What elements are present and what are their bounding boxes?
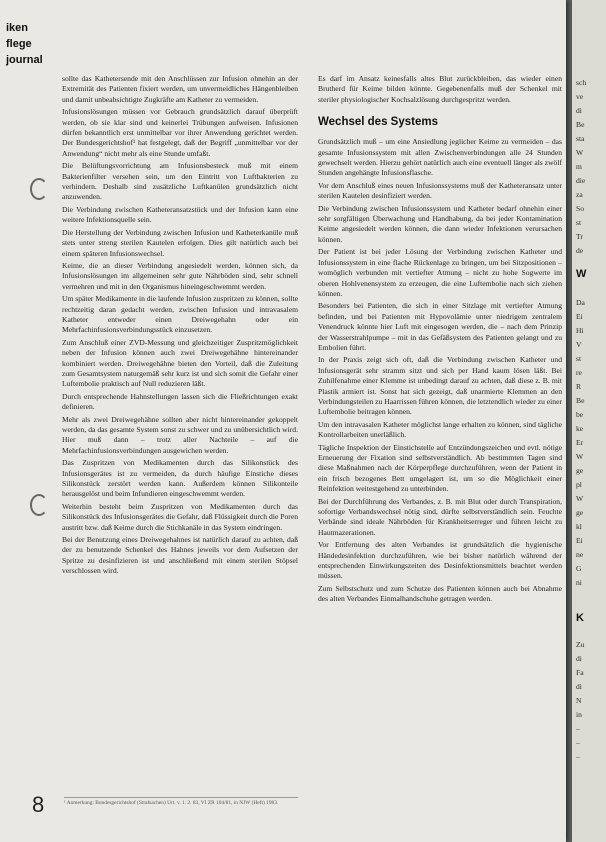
masthead-line: iken [6,22,29,34]
paragraph: Bei der Benutzung eines Dreiwegehahnes ist natürlich darauf zu achten, daß der zu benutzende Schenkel des Hahnes jeweils vor dem Aufsetzen der Spritze zu desinfizieren ist und anschließend mit einem sterilen Stöpsel verschlossen wird. [62,535,298,576]
paragraph: Durch entsprechende Hahnstellungen lassen sich die Fließrichtungen exakt definieren. [62,391,298,412]
cropped-text-fragment: Zu [576,640,585,649]
cropped-text-fragment: W [576,494,584,503]
paragraph: Der Patient ist bei jeder Lösung der Verbindung zwischen Katheter und Infusionssystem in eine flache Rückenlage zu bringen, um bei Sitzpositionen – womöglich verbunden mit vertiefter Atmung – nicht zu hohe Sogwerte im oberen Hohlvenensystem zu erzeugen, die eine Luftembolie nach sich ziehen können. [318,247,562,298]
footnote: ¹ Anmerkung: Bundesgerichtshof (Strafsachen) Urt. v. 1. 2. 83, VI ZR 104/81, in NJW (Heft) 1983. [64,797,298,807]
cropped-text-fragment: sta [576,134,585,143]
paragraph: Bei der Durchführung des Verbandes, z. B. mit Blut oder durch Transpiration, sofortige Verbandswechsel nötig sind, dürfte selbstverständlich sein. Feuchte Verbände sind ideale Nährböden für Krankheitserreger und führen leicht zu Hautmazerationen. [318,496,562,537]
binder-hole-icon [30,494,48,516]
paragraph: Um den intravasalen Katheter möglichst lange erhalten zu können, sind tägliche Kontrollarbeiten unerläßlich. [318,419,562,440]
cropped-text-fragment: Er [576,438,584,447]
paragraph: Das Zuspritzen von Medikamenten durch das Silikonstück des Infusionsgerätes ist zu vermeiden, da durch häufige Einstiche dieses Silikonstück zerstört werden kann. Außerdem können Silikonteile herausgelöst und beim Infundieren eingeschwemmt werden. [62,458,298,499]
cropped-text-fragment: Tr [576,232,583,241]
paragraph: Grundsätzlich muß – um eine Ansiedlung jeglicher Keime zu vermeiden – das gesamte Infusionssystem mit allen Zwischenverbindungen alle 24 Stunden gewechselt werden. Hierzu gehört natürlich auch eine eventuell länger als zwölf Stunden angehängte Infusionsflasche. [318,137,562,178]
paragraph: Zum Anschluß einer ZVD-Messung und gleichzeitiger Zuspritzmöglichkeit neben der Infusion können auch zwei Dreiwegehähne hintereinander kombiniert werden. Dreiwegehähne bieten den Vorteil, daß die Zuleitung zum Gesamtsystem naturgemäß sehr kurz ist und sich somit die Gefahr einer Luftembolie praktisch auf Null reduzieren läßt. [62,337,298,389]
cropped-text-fragment: ke [576,424,584,433]
cropped-text-fragment: ve [576,92,584,101]
cropped-text-fragment: N [576,696,582,705]
masthead-line: flege [6,38,32,50]
cropped-text-fragment: – [576,738,580,747]
cropped-text-fragment: za [576,190,583,199]
cropped-text-fragment: st [576,354,582,363]
paragraph: Vor dem Anschluß eines neuen Infusionssystems muß der Katheteransatz unter sterilen Kautelen desinfiziert werden. [318,180,562,201]
cropped-text-fragment: ge [576,508,584,517]
cropped-text-fragment: kl [576,522,582,531]
paragraph: Tägliche Inspektion der Einstichstelle auf Entzündungszeichen und evtl. nötige Erneuerung der Fixation sind selbstverständlich. Ab bestimmten Tagen sind diese Maßnahmen nach der Körperpflege durchzuführen, wenn der Patient in ein frisch bezogenes Bett umgelagert ist, um so die Möglichkeit einer Reinfektion weitestgehend zu unterbinden. [318,442,562,494]
cropped-text-fragment: Da [576,298,585,307]
cropped-text-fragment: W [576,452,584,461]
next-page-edge [572,0,606,842]
cropped-heading-fragment: W [576,268,587,280]
cropped-heading-fragment: K [576,612,584,624]
masthead-line: journal [6,54,43,66]
paragraph: sollte das Kathetersende mit den Anschlüssen zur Infusion ohnehin an der Extremität des Patienten fixiert werden, um unvermeidliches Hängenbleiben und damit unbeabsichtigte Zugkräfte am Katheter zu vermeiden. [62,74,298,104]
cropped-text-fragment: di [576,654,582,663]
paragraph: Die Herstellung der Verbindung zwischen Infusion und Katheterkanüle muß stets unter streng sterilen Kautelen erfolgen. Dies gilt natürlich auch bei einem späteren Infusionswechsel. [62,227,298,258]
cropped-text-fragment: di [576,106,582,115]
cropped-text-fragment: die [576,176,586,185]
cropped-text-fragment: – [576,752,580,761]
cropped-text-fragment: ni [576,578,582,587]
cropped-text-fragment: Ei [576,536,583,545]
text-column-left [62,74,298,764]
paragraph: Die Verbindung zwischen Infusionssystem und Katheter bedarf ohnehin einer sehr sorgfältigen Überwachung und Handhabung, da bei jeder Kontamination Keime angesiedelt werden können, die dann wieder Infektionen verursachen können. [318,203,562,244]
cropped-text-fragment: ge [576,466,584,475]
paragraph: Besonders bei Patienten, die sich in einer Sitzlage mit vertiefter Atmung befinden, und bei Patienten mit Hypovolämie unter niedrigem zentralem Venendruck könnte hier Luft mit eingesogen werden, die – nach dem Prinzip der Wasserstrahlpumpe – mit in das Gefäßsystem des Patienten gelangt und zu Embolien führt. [318,301,562,352]
cropped-text-fragment: Ei [576,312,583,321]
paragraph: Zum Selbstschutz und zum Schutze des Patienten können auch bei Abnahme des alten Verbandes Einmalhandschuhe getragen werden. [318,583,562,604]
journal-masthead [6,20,66,68]
binder-hole-icon [30,178,48,200]
paragraph: In der Praxis zeigt sich oft, daß die Verbindung zwischen Katheter und Infusionsgerät sehr stramm sitzt und sich per Hand kaum lösen läßt. Bei Zuhilfenahme einer Klemme ist unbedingt darauf zu achten, daß diese z. B. mit Plastik armiert ist. Sonst hat sich gezeigt, daß unarmierte Klemmen an den Verbindungsteilen zu Haarrissen führen können, die letztendlich wieder zu einer Luftembolie beitragen können. [318,355,562,417]
cropped-text-fragment: Be [576,396,585,405]
cropped-text-fragment: ne [576,550,584,559]
paragraph: Die Verbindung zwischen Katheteransatzstück und der Infusion kann eine weitere Infektionsquelle sein. [62,204,298,225]
paragraph: Um später Medikamente in die laufende Infusion zuspritzen zu können, sollte rechtzeitig daran gedacht werden, zwischen Infusion und intravasalem Katheter entweder einen Dreiwegehahn oder ein Mehrfachinfusionsverbindungsstück einzusetzen. [62,294,298,335]
cropped-text-fragment: V [576,340,582,349]
cropped-text-fragment: be [576,410,584,419]
cropped-text-fragment: m [576,162,582,171]
cropped-text-fragment: – [576,724,580,733]
text-column-right [318,74,562,840]
cropped-text-fragment: R [576,382,582,391]
paragraph: Infusionslösungen müssen vor Gebrauch grundsätzlich darauf überprüft werden, ob sie klar sind und keinerlei Trübungen aufweisen. Infusionen dürfen bekanntlich erst unmittelbar vor ihrer Anwendung gerichtet werden. Der Bundesgerichtshof¹ hat festgelegt, daß der Begriff „unmittelbar vor der Anwendung“ nicht mehr als eine Stunde umfaßt. [62,107,298,158]
paragraph: Vor Entfernung des alten Verbandes ist grundsätzlich die hygienische Händedesinfektion durchzuführen, wie bei bisher natürlich während der entsprechenden Einwirkungszeiten des Desinfektionsmittels beachtet werden müssen. [318,540,562,581]
section-heading: Wechsel des Systems [318,116,438,129]
cropped-text-fragment: pl [576,480,582,489]
cropped-text-fragment: So [576,204,585,213]
cropped-text-fragment: Hi [576,326,584,335]
cropped-text-fragment: sch [576,78,587,87]
cropped-text-fragment: re [576,368,582,377]
cropped-text-fragment: W [576,148,584,157]
paragraph: Die Belüftungsvorrichtung am Infusionsbesteck muß mit einem Bakterienfilter versehen sein, um den Eintritt von Luftbakterien zu verhindern. Deshalb sind zusätzliche Luftkanülen grundsätzlich nicht anzuwenden. [62,161,298,202]
cropped-text-fragment: in [576,710,582,719]
cropped-text-fragment: st [576,218,582,227]
page-number: 8 [32,792,45,817]
cropped-text-fragment: G [576,564,582,573]
cropped-text-fragment: di [576,682,582,691]
cropped-text-fragment: Be [576,120,585,129]
paragraph: Keime, die an dieser Verbindung angesiedelt werden, können sich, da Infusionslösungen im allgemeinen sehr gute Nährböden sind, sehr schnell vermehren und mit in den Organismus hineingeschwemmt werden. [62,260,298,291]
paragraph: Es darf im Ansatz keinesfalls altes Blut zurückbleiben, das wieder einen Brutherd für Keime bilden könnte. Gegebenenfalls muß der Schenkel mit steriler physiologischer Kochsalzlösung durchgespritzt werden. [318,74,562,104]
cropped-text-fragment: de [576,246,584,255]
cropped-text-fragment: Fa [576,668,584,677]
paragraph: Mehr als zwei Dreiwegehähne sollten aber nicht hintereinander gekoppelt werden, da das gesamte System sonst zu schwer und zu unübersichtlich wird. Hier muß dann – trotz aller Nachteile – auf die Mehrfachinfusionsverbindungen ausgewichen werden. [62,414,298,455]
paragraph: Weiterhin besteht beim Zuspritzen von Medikamenten durch das Silikonstück des Infusionsgerätes die Gefahr, daß Flüssigkeit durch die Poren austritt bzw. daß Keime durch die Stichkanäle in das System eindringen. [62,501,298,532]
